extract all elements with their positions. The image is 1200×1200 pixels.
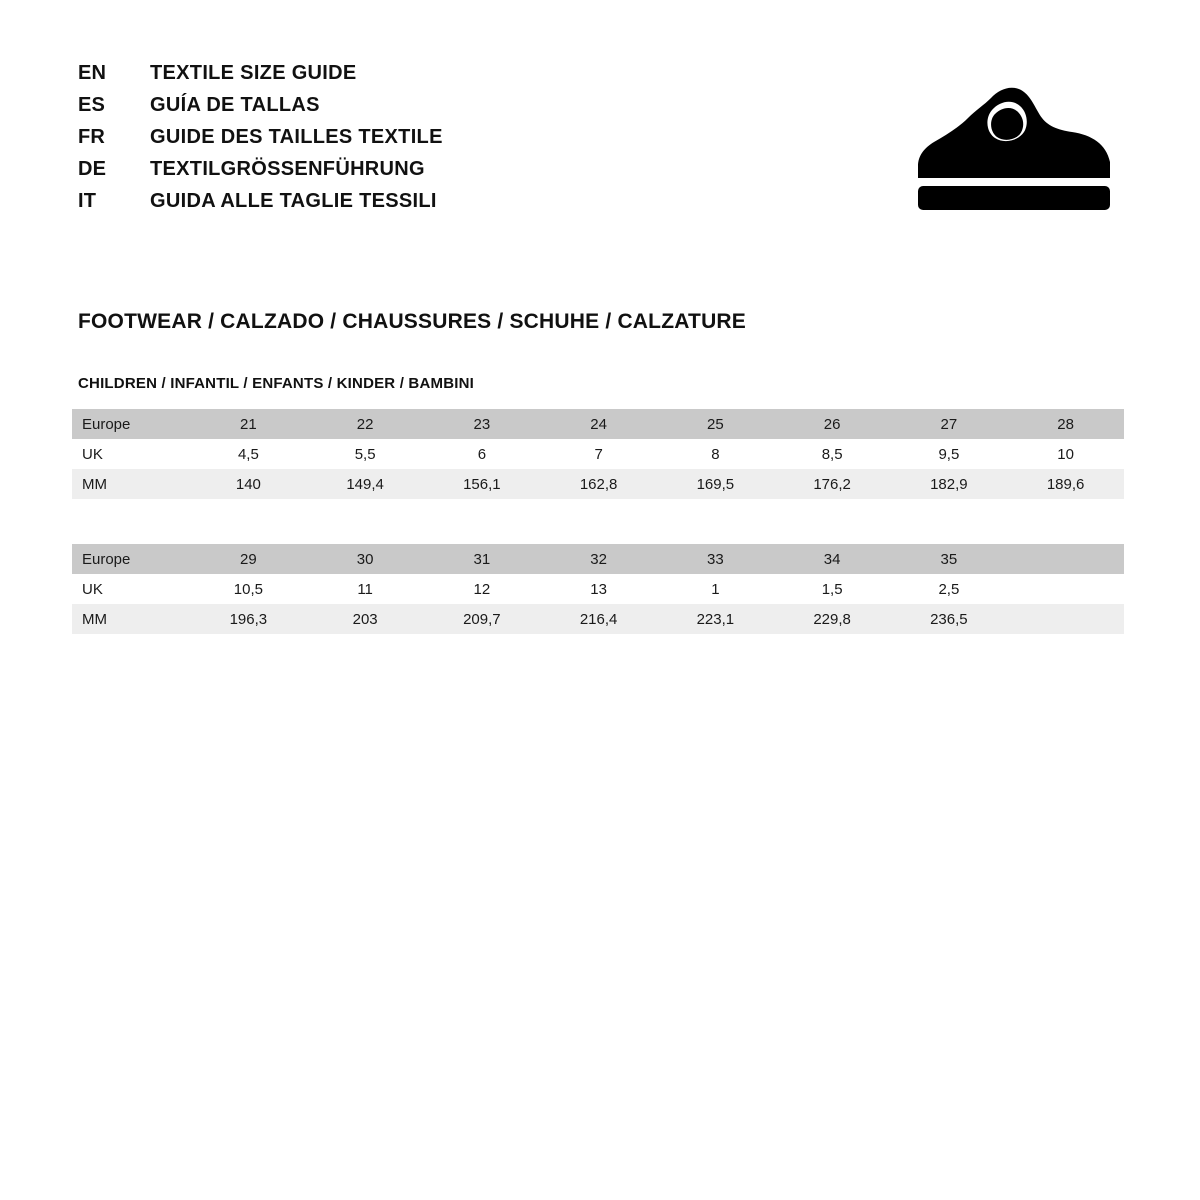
cell-europe-5: 25 (657, 409, 774, 439)
cell-mm-2: 149,4 (307, 469, 424, 499)
row-label-uk: UK (72, 439, 190, 469)
cell-uk-8: 10 (1007, 439, 1124, 469)
language-code-it: IT (78, 190, 97, 212)
cell-mm-8 (1007, 604, 1124, 634)
page-title: FOOTWEAR / CALZADO / CHAUSSURES / SCHUHE / CALZATURE (78, 310, 747, 333)
cell-uk-2: 11 (307, 574, 424, 604)
cell-uk-6: 8,5 (774, 439, 891, 469)
language-row-fr (78, 126, 443, 158)
size-table-children-large (72, 544, 1124, 634)
row-label-uk: UK (72, 574, 190, 604)
language-title-fr: GUIDE DES TAILLES TEXTILE (150, 126, 443, 148)
section-subtitle: CHILDREN / INFANTIL / ENFANTS / KINDER / BAMBINI (78, 375, 474, 392)
cell-europe-6: 34 (774, 544, 891, 574)
cell-europe-3: 31 (424, 544, 541, 574)
language-code-de: DE (78, 158, 107, 180)
cell-mm-7: 236,5 (891, 604, 1008, 634)
cell-europe-7: 35 (891, 544, 1008, 574)
table-row (72, 574, 1124, 604)
row-label-mm: MM (72, 604, 190, 634)
cell-uk-8 (1007, 574, 1124, 604)
cell-uk-7: 2,5 (891, 574, 1008, 604)
cell-europe-2: 30 (307, 544, 424, 574)
cell-uk-4: 13 (540, 574, 657, 604)
cell-mm-5: 223,1 (657, 604, 774, 634)
cell-europe-5: 33 (657, 544, 774, 574)
cell-europe-8 (1007, 544, 1124, 574)
language-title-en: TEXTILE SIZE GUIDE (150, 62, 357, 84)
cell-mm-5: 169,5 (657, 469, 774, 499)
cell-mm-7: 182,9 (891, 469, 1008, 499)
language-code-fr: FR (78, 126, 106, 148)
cell-mm-4: 162,8 (540, 469, 657, 499)
cell-mm-6: 229,8 (774, 604, 891, 634)
cell-europe-3: 23 (424, 409, 541, 439)
language-title-it: GUIDA ALLE TAGLIE TESSILI (150, 190, 437, 212)
language-row-it (78, 190, 443, 222)
language-title-de: TEXTILGRÖSSENFÜHRUNG (150, 158, 425, 180)
size-table-children-small (72, 409, 1124, 499)
cell-europe-6: 26 (774, 409, 891, 439)
cell-europe-4: 32 (540, 544, 657, 574)
table-row (72, 469, 1124, 499)
table-row (72, 604, 1124, 634)
cell-europe-4: 24 (540, 409, 657, 439)
cell-uk-1: 10,5 (190, 574, 307, 604)
cell-uk-3: 6 (424, 439, 541, 469)
cell-mm-2: 203 (307, 604, 424, 634)
language-row-de (78, 158, 443, 190)
row-label-europe: Europe (72, 544, 190, 574)
cell-europe-7: 27 (891, 409, 1008, 439)
cell-uk-6: 1,5 (774, 574, 891, 604)
cell-mm-4: 216,4 (540, 604, 657, 634)
cell-uk-1: 4,5 (190, 439, 307, 469)
cell-mm-1: 140 (190, 469, 307, 499)
table-row (72, 409, 1124, 439)
cell-mm-6: 176,2 (774, 469, 891, 499)
header (78, 62, 1130, 230)
language-row-en (78, 62, 443, 94)
cell-uk-3: 12 (424, 574, 541, 604)
language-list (78, 62, 443, 222)
cell-europe-8: 28 (1007, 409, 1124, 439)
cell-uk-2: 5,5 (307, 439, 424, 469)
cell-mm-1: 196,3 (190, 604, 307, 634)
cell-mm-3: 209,7 (424, 604, 541, 634)
language-title-es: GUÍA DE TALLAS (150, 94, 320, 116)
cell-europe-1: 29 (190, 544, 307, 574)
table-row (72, 439, 1124, 469)
sneaker-icon (896, 70, 1126, 230)
row-label-europe: Europe (72, 409, 190, 439)
cell-uk-4: 7 (540, 439, 657, 469)
cell-uk-7: 9,5 (891, 439, 1008, 469)
language-code-en: EN (78, 62, 107, 84)
cell-mm-3: 156,1 (424, 469, 541, 499)
language-code-es: ES (78, 94, 106, 116)
cell-uk-5: 8 (657, 439, 774, 469)
cell-uk-5: 1 (657, 574, 774, 604)
cell-europe-1: 21 (190, 409, 307, 439)
row-label-mm: MM (72, 469, 190, 499)
cell-mm-8: 189,6 (1007, 469, 1124, 499)
cell-europe-2: 22 (307, 409, 424, 439)
language-row-es (78, 94, 443, 126)
table-row (72, 544, 1124, 574)
